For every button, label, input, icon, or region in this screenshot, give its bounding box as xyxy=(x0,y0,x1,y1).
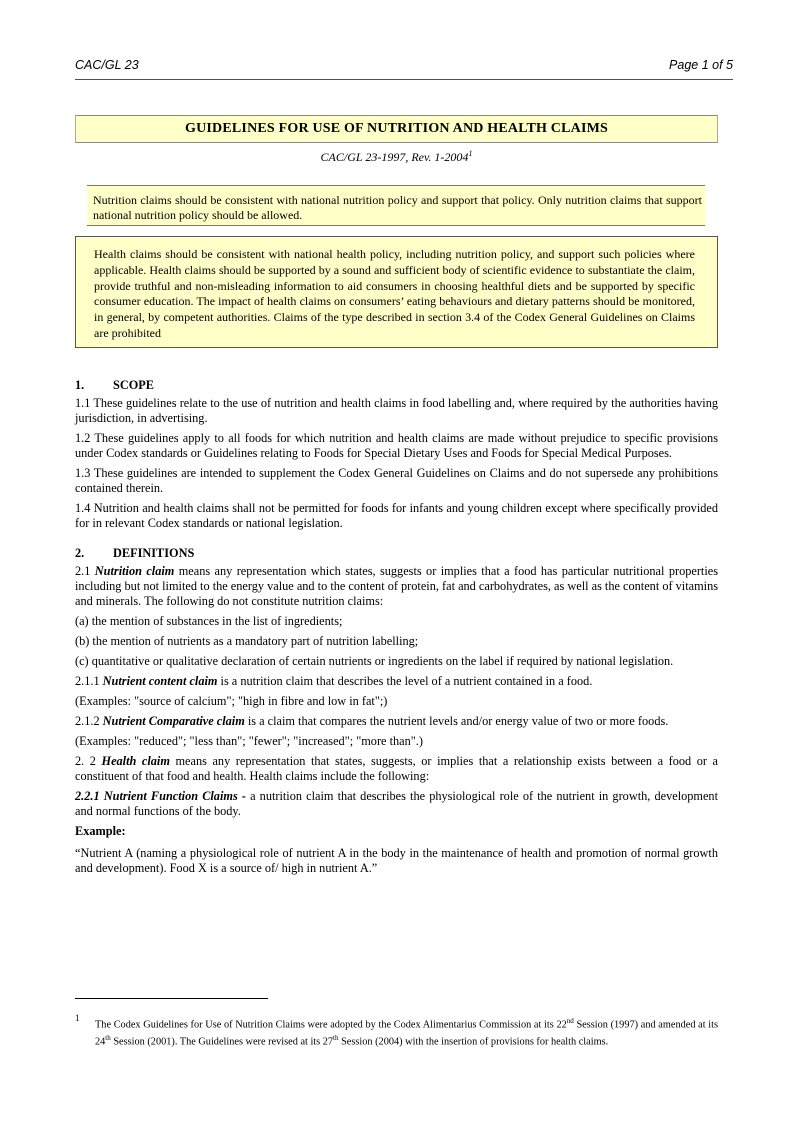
subtitle-footnote-ref: 1 xyxy=(468,149,473,158)
footnote-mark: 1 xyxy=(75,1013,80,1023)
document-subtitle xyxy=(75,149,718,165)
header-rule xyxy=(75,79,733,80)
nutrition-policy-box: Nutrition claims should be consistent with national nutrition policy and support that policy. Only nutrition claims that support national nutrition policy should be allowed. xyxy=(87,185,705,226)
paragraph-1-1: 1.1 These guidelines relate to the use of nutrition and health claims in food labelling and, where required by the authorities having jurisdiction, in advertising. xyxy=(75,396,718,425)
list-item-a: (a) the mention of substances in the list of ingredients; xyxy=(75,614,343,628)
paragraph-1-3: 1.3 These guidelines are intended to supplement the Codex General Guidelines on Claims and do not supersede any prohibitions contained therein. xyxy=(75,466,718,495)
subtitle-text: CAC/GL 23-1997, Rev. 1-2004 xyxy=(320,150,469,164)
document-title: GUIDELINES FOR USE OF NUTRITION AND HEALTH CLAIMS xyxy=(75,115,718,143)
paragraph-1-4: 1.4 Nutrition and health claims shall not be permitted for foods for infants and young children except where specifically provided for in relevant Codex standards or national legislation. xyxy=(75,501,718,530)
footnote-rule xyxy=(75,998,268,999)
page-number: Page 1 of 5 xyxy=(669,58,733,72)
definition-2-2: 2. 2 Health claim means any representation that states, suggests, or implies that a relationship exists between a food or a constituent of that food and health. Health claims include the following: xyxy=(75,754,718,783)
example-text: “Nutrient A (naming a physiological role of nutrient A in the body in the maintenance of health and promotion of normal growth and development). Food X is a source of/ high in nutrient A.” xyxy=(75,846,718,875)
definition-2-1: 2.1 Nutrition claim means any representation which states, suggests or implies that a food has particular nutritional properties including but not limited to the energy value and to the content of protein, fat and carbohydrates, as well as the content of vitamins and minerals. The following do not constitute nutrition claims: xyxy=(75,564,718,608)
examples-2-1-1: (Examples: "source of calcium"; "high in fibre and low in fat";) xyxy=(75,694,388,708)
list-item-b: (b) the mention of nutrients as a mandatory part of nutrition labelling; xyxy=(75,634,419,648)
document-body xyxy=(75,378,718,881)
example-label: Example: xyxy=(75,824,126,838)
section-heading-scope: 1. SCOPE xyxy=(75,378,154,392)
paragraph-1-2: 1.2 These guidelines apply to all foods for which nutrition and health claims are made without prejudice to specific provisions under Codex standards or Guidelines relating to Foods for Special Dietary Uses and Foods for Special Medical Purposes. xyxy=(75,431,718,460)
footnote xyxy=(75,1015,718,1049)
definition-2-2-1: 2.2.1 Nutrient Function Claims - a nutrition claim that describes the physiological role of the nutrient in growth, development and normal functions of the body. xyxy=(75,789,718,818)
footnote-text: The Codex Guidelines for Use of Nutrition Claims were adopted by the Codex Alimentarius Commission at its 22nd Session (1997) and amended at its 24th Session (2001). The Guidelines were revised at its 27th Session (2004) with the insertion of provisions for health claims. xyxy=(95,1017,718,1048)
section-heading-definitions: 2. DEFINITIONS xyxy=(75,546,195,560)
definition-2-1-2: 2.1.2 Nutrient Comparative claim is a claim that compares the nutrient levels and/or energy value of two or more foods. xyxy=(75,714,669,728)
definition-2-1-1: 2.1.1 Nutrient content claim is a nutrition claim that describes the level of a nutrient contained in a food. xyxy=(75,674,593,688)
health-policy-box: Health claims should be consistent with national health policy, including nutrition policy, and support such policies where applicable. Health claims should be supported by a sound and sufficient body of scientific evidence to substantiate the claim, provide truthful and non-misleading information to aid consumers in choosing healthful diets and be supported by specific consumer education. The impact of health claims on consumers’ eating behaviours and dietary patterns should be monitored, in general, by competent authorities. Claims of the type described in section 3.4 of the Codex General Guidelines on Claims are prohibited xyxy=(75,236,718,348)
examples-2-1-2: (Examples: "reduced"; "less than"; "fewer"; "increased"; "more than".) xyxy=(75,734,423,748)
document-code: CAC/GL 23 xyxy=(75,58,139,72)
page-header xyxy=(75,58,733,78)
list-item-c: (c) quantitative or qualitative declaration of certain nutrients or ingredients on the label if required by national legislation. xyxy=(75,654,674,668)
